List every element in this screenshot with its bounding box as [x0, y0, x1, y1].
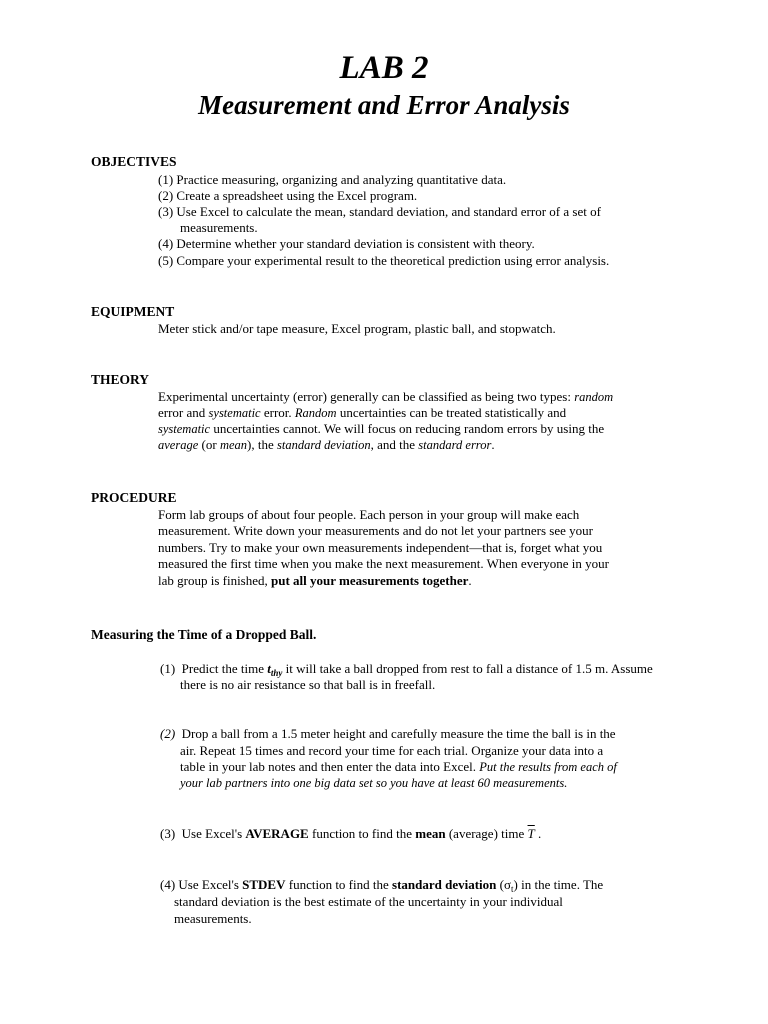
theory-term: Random — [294, 406, 337, 420]
step-emphasis: Put the results from each of — [479, 760, 617, 774]
objective-item: (4) Determine whether your standard deviation is consistent with theory. — [158, 236, 535, 251]
term-bold: standard deviation — [392, 877, 497, 892]
theory-term: random — [574, 390, 614, 404]
step-text: function to find the — [285, 877, 393, 892]
procedure-text: lab group is finished, — [158, 573, 272, 588]
theory-text: (or — [198, 437, 220, 452]
theory-term: systematic — [158, 422, 211, 436]
theory-term: mean — [219, 438, 248, 452]
page-title: LAB 2 — [339, 50, 429, 86]
step-text: function to find the — [308, 826, 416, 841]
step-number: (4) — [160, 877, 176, 892]
step-3 — [160, 826, 541, 842]
step-text: Use Excel's — [175, 877, 243, 892]
function-name: STDEV — [242, 877, 286, 892]
theory-line — [158, 405, 566, 421]
theory-text: . — [491, 437, 495, 452]
step-text: it will take a ball dropped from rest to fall a distance of 1.5 m. Assume — [282, 661, 653, 676]
objective-item: (3) Use Excel to calculate the mean, standard deviation, and standard error of a set of — [158, 204, 601, 219]
theory-heading: THEORY — [91, 372, 150, 387]
step-text: (average) time — [445, 826, 528, 841]
theory-text: error and — [158, 405, 209, 420]
procedure-line: Form lab groups of about four people. Each person in your group will make each — [158, 507, 580, 522]
equipment-heading: EQUIPMENT — [91, 304, 175, 319]
step-text: Predict the time — [181, 661, 268, 676]
objectives-heading: OBJECTIVES — [91, 154, 177, 169]
step-1-line: there is no air resistance so that ball is in freefall. — [180, 677, 436, 692]
theory-text: ), the — [247, 437, 277, 452]
step-text: ) in the time. The — [513, 877, 604, 892]
theory-term: standard error — [418, 438, 492, 452]
step-4-line: standard deviation is the best estimate of the uncertainty in your individual — [174, 894, 563, 909]
step-4-line: measurements. — [174, 911, 252, 926]
step-2-line: air. Repeat 15 times and record your time for each trial. Organize your data into a — [180, 743, 604, 758]
procedure-line: measured the first time when you make the next measurement. When everyone in your — [158, 556, 610, 571]
procedure-line: measurement. Write down your measurements and do not let your partners see your — [158, 523, 593, 538]
section-heading: Measuring the Time of a Dropped Ball. — [91, 627, 317, 642]
step-text: Drop a ball from a 1.5 meter height and carefully measure the time the ball is in the — [181, 726, 616, 741]
function-name: AVERAGE — [245, 826, 309, 841]
theory-text: error. — [260, 405, 295, 420]
step-2-line — [180, 759, 617, 775]
theory-line — [158, 421, 604, 437]
theory-line — [158, 437, 495, 453]
procedure-emphasis: put all your measurements together — [271, 573, 469, 588]
theory-text: uncertainties can be treated statistically and — [336, 405, 567, 420]
step-2 — [160, 726, 616, 742]
theory-term: average — [158, 438, 199, 452]
objective-item: measurements. — [180, 220, 258, 235]
term-bold: mean — [415, 826, 446, 841]
equipment-text: Meter stick and/or tape measure, Excel program, plastic ball, and stopwatch. — [158, 321, 556, 336]
theory-term: standard deviation — [276, 438, 371, 452]
step-number: (3) — [160, 826, 176, 841]
sigma-symbol: (σ — [496, 877, 511, 892]
step-text: table in your lab notes and then enter the data into Excel. — [180, 759, 480, 774]
objective-item: (5) Compare your experimental result to the theoretical prediction using error analysis. — [158, 253, 610, 268]
procedure-line: numbers. Try to make your own measurements independent—that is, forget what you — [158, 540, 603, 555]
theory-text: , and the — [370, 437, 419, 452]
mean-time-symbol: $\overline{T}$ — [527, 826, 535, 841]
procedure-text: . — [468, 573, 472, 588]
theory-text: Experimental uncertainty (error) generally can be classified as being two types: — [158, 389, 575, 404]
objective-item: (1) Practice measuring, organizing and analyzing quantitative data. — [158, 172, 507, 187]
procedure-line — [158, 573, 472, 589]
step-2-line: your lab partners into one big data set so you have at least 60 measurements. — [180, 776, 568, 790]
procedure-heading: PROCEDURE — [91, 490, 177, 505]
step-number: (1) — [160, 661, 176, 676]
theory-text: uncertainties cannot. We will focus on reducing random errors by using the — [210, 421, 605, 436]
step-number: (2) — [160, 726, 176, 741]
objective-item: (2) Create a spreadsheet using the Excel program. — [158, 188, 418, 203]
sigma-subscript: t — [511, 884, 514, 894]
step-text: . — [534, 826, 542, 841]
theory-term: systematic — [208, 406, 261, 420]
time-symbol: t — [267, 661, 271, 676]
step-text: Use Excel's — [181, 826, 246, 841]
theory-line — [158, 389, 613, 405]
time-subscript: thy — [270, 668, 283, 678]
page-subtitle: Measurement and Error Analysis — [198, 90, 570, 120]
